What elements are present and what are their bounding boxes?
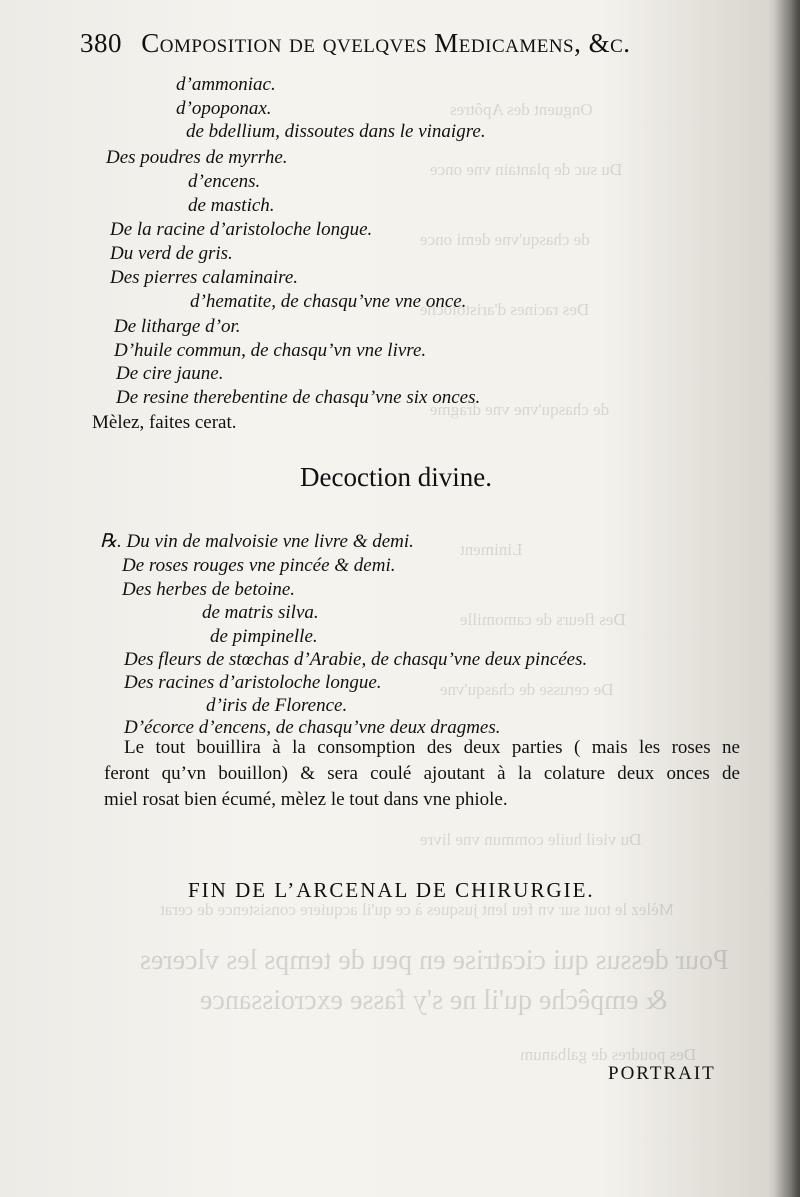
bleed-through-text: Du vieil huile commun vne livre [420,830,642,849]
list-item: de mastich. [188,195,275,216]
bleed-through-text: Du suc de plantain vne once [430,160,623,179]
list-item: d’opoponax. [176,98,272,119]
body-paragraph [104,735,740,813]
end-marker: FIN DE L’ARCENAL DE CHIRURGIE. [188,878,595,902]
bleed-through-text: Des racines d'aristoloche [420,300,590,319]
bleed-through-text: Des poudres de galbanum [520,1045,697,1064]
list-item: D’écorce d’encens, de chasqu’vne deux dragmes. [124,717,501,738]
list-item: Des pierres calaminaire. [110,267,299,288]
list-item: de matris silva. [202,602,319,623]
list-item: d’hematite, de chasqu’vne vne once. [190,291,467,312]
list-item: ℞. Du vin de malvoisie vne livre & demi. [100,531,414,552]
list-item: de pimpinelle. [210,626,318,647]
bleed-through-text: De cerusse de chasqu'vne [440,680,614,699]
list-item: De cire jaune. [116,363,224,384]
list-item: Du verd de gris. [110,243,233,264]
running-title: Composition de qvelqves Medicamens, &c. [141,28,631,58]
section-title: Decoction divine. [300,462,492,492]
list-item: Des herbes de betoine. [122,579,296,600]
list-item: De la racine d’aristoloche longue. [110,219,373,240]
list-item: D’huile commun, de chasqu’vn vne livre. [114,340,427,361]
list-item: de bdellium, dissoutes dans le vinaigre. [186,121,486,142]
bleed-through-text: Des fleurs de camomille [460,610,626,629]
paragraph-line: feront qu’vn bouillon) & sera coulé ajoutant à la colature deux onces de [104,763,740,784]
list-item: De resine therebentine de chasqu’vne six onces. [116,387,481,408]
closing-instruction: Mèlez, faites cerat. [92,412,237,433]
list-item: Des poudres de myrrhe. [106,147,288,168]
bleed-through-text: & empêche qu'il ne s'y fasse excroissance [200,985,668,1016]
bleed-through-text: de chasqu'vne demi once [420,230,590,249]
list-item: d’encens. [188,171,261,192]
list-item: Des racines d’aristoloche longue. [124,672,382,693]
paragraph-line: miel rosat bien écumé, mèlez le tout dans vne phiole. [104,789,508,810]
list-item: d’ammoniac. [176,74,276,95]
bleed-through-text: Onguent des Apôtres [450,100,593,119]
paragraph-line: Le tout bouillira à la consomption des deux parties ( mais les roses ne [124,737,740,758]
list-item: De litharge d’or. [114,316,241,337]
bleed-through-text: de chasqu'vne vne dragme [430,400,610,419]
page-number: 380 [80,28,122,58]
bleed-through-text: Liniment [460,540,523,559]
list-item: Des fleurs de stœchas d’Arabie, de chasqu’vne deux pincées. [124,649,588,670]
list-item: De roses rouges vne pincée & demi. [122,555,396,576]
bleed-through-text: Mèlez le tout sur vn feu lent jusques à ce qu'il acquiere consistence de cerat [160,900,674,919]
bleed-through-text: Pour dessus qui cicatrise en peu de temps les vlceres [140,945,729,976]
list-item: d’iris de Florence. [206,695,348,716]
catchword: PORTRAIT [608,1063,716,1084]
running-header [80,28,720,59]
page-edge-shadow [774,0,800,1197]
